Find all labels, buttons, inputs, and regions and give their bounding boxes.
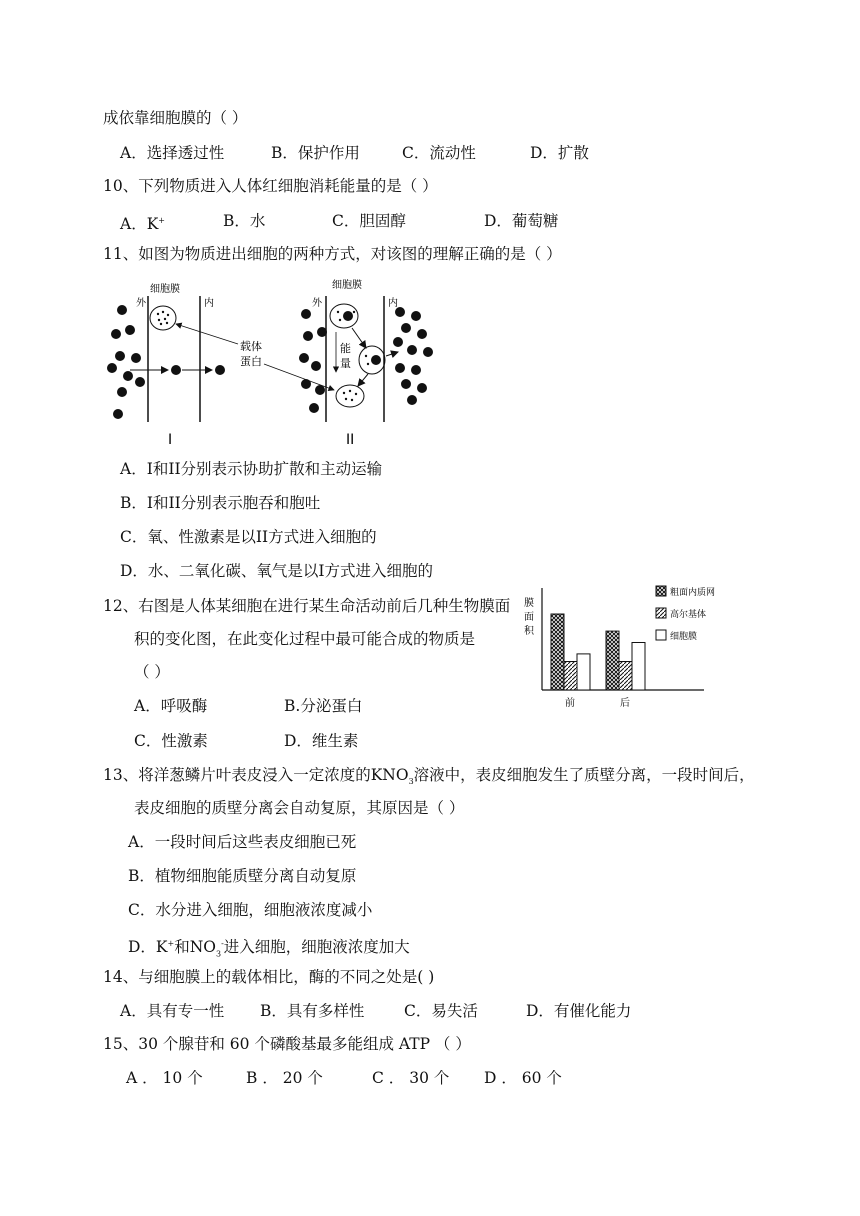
q15-option-d: D ． 60 个 xyxy=(484,1069,562,1087)
fig-out-label-2: 外 xyxy=(312,298,322,309)
chart-ylabel-3: 积 xyxy=(524,626,534,637)
legend-label: 粗面内质网 xyxy=(670,588,716,598)
q15-option-c: C ． 30 个 xyxy=(372,1069,450,1087)
q10-option-b: B．水 xyxy=(223,212,266,230)
q12-option-b: B.分泌蛋白 xyxy=(284,697,363,715)
q12-stem-line1: 12、右图是人体某细胞在进行某生命活动前后几种生物膜面 xyxy=(103,597,511,615)
fig-carrier-label-1: 载体 xyxy=(240,340,262,353)
q14-option-b: B．具有多样性 xyxy=(260,1002,365,1020)
fig-roman-1: I xyxy=(168,432,173,448)
q14-stem: 14、与细胞膜上的载体相比，酶的不同之处是( ) xyxy=(103,968,435,986)
q10-option-d: D．葡萄糖 xyxy=(484,212,559,230)
legend-swatch xyxy=(656,630,666,640)
q15-option-a: A ． 10 个 xyxy=(126,1069,203,1087)
fig-carrier-label-2: 蛋白 xyxy=(240,355,262,368)
q11-option-d: D．水、二氧化碳、氧气是以I方式进入细胞的 xyxy=(120,562,434,580)
q9-option-a: A．选择透过性 xyxy=(120,144,225,162)
fig-energy-label-1: 能 xyxy=(340,342,351,355)
q12-option-c: C．性激素 xyxy=(134,732,208,750)
q15-stem: 15、30 个腺苷和 60 个磷酸基最多能组成 ATP （ ） xyxy=(103,1035,471,1053)
q13-option-d: D．K+和$NO_3^-$进入细胞，细胞液浓度加大 xyxy=(128,938,410,959)
q11-stem: 11、如图为物质进出细胞的两种方式，对该图的理解正确的是（ ） xyxy=(103,245,562,263)
fig-roman-2: II xyxy=(346,432,355,448)
membrane-area-chart xyxy=(520,580,720,710)
q13-option-c: C．水分进入细胞，细胞液浓度减小 xyxy=(128,901,373,919)
chart-ylabel-2: 面 xyxy=(524,612,534,623)
fig-membrane-label-2: 细胞膜 xyxy=(332,280,362,291)
fig-membrane-label-1: 细胞膜 xyxy=(150,284,180,295)
q14-option-d: D．有催化能力 xyxy=(526,1002,632,1020)
q13-stem-line1: 13、将洋葱鳞片叶表皮浸入一定浓度的$KNO_3$溶液中，表皮细胞发生了质壁分离，一段时间后， xyxy=(103,766,755,787)
bar-1-2 xyxy=(632,643,645,691)
q10-stem: 10、下列物质进入人体红细胞消耗能量的是（ ） xyxy=(103,177,438,195)
fig-in-label-1: 内 xyxy=(204,298,214,309)
bar-1-0 xyxy=(606,631,619,690)
fig-energy-label-2: 量 xyxy=(340,357,351,370)
bar-0-0 xyxy=(551,614,564,690)
fig-in-label-2: 内 xyxy=(388,298,398,309)
legend-swatch xyxy=(656,586,666,596)
q10-option-a: A．K+ xyxy=(120,215,165,234)
bar-0-2 xyxy=(577,654,590,690)
q13-option-a: A．一段时间后这些表皮细胞已死 xyxy=(128,833,357,851)
q11-transport-figure xyxy=(100,272,440,452)
q12-option-a: A．呼吸酶 xyxy=(134,697,208,715)
q11-option-b: B．I和II分别表示胞吞和胞吐 xyxy=(120,494,321,512)
q13-option-b: B．植物细胞能质壁分离自动复原 xyxy=(128,867,357,885)
q10-option-c: C．胆固醇 xyxy=(332,212,406,230)
q14-option-c: C．易失活 xyxy=(404,1002,478,1020)
q9-option-d: D．扩散 xyxy=(530,144,589,162)
q9-option-b: B．保护作用 xyxy=(271,144,360,162)
q12-option-d: D．维生素 xyxy=(284,732,359,750)
fig-out-label-1: 外 xyxy=(136,298,146,309)
legend-label: 细胞膜 xyxy=(670,632,698,642)
bar-1-1 xyxy=(619,662,632,691)
q14-option-a: A．具有专一性 xyxy=(120,1002,225,1020)
q15-option-b: B ． 20 个 xyxy=(246,1069,323,1087)
q11-option-c: C．氧、性激素是以II方式进入细胞的 xyxy=(120,528,377,546)
x-tick-label: 前 xyxy=(565,698,575,709)
bar-0-1 xyxy=(564,662,577,691)
q12-stem-line3: （ ） xyxy=(134,663,170,681)
legend-label: 高尔基体 xyxy=(670,610,707,620)
q13-stem-line2: 表皮细胞的质壁分离会自动复原，其原因是（ ） xyxy=(134,799,465,817)
q11-option-a: A．I和II分别表示协助扩散和主动运输 xyxy=(120,460,383,478)
q9-option-c: C．流动性 xyxy=(402,144,476,162)
chart-ylabel-1: 膜 xyxy=(524,598,534,609)
legend-swatch xyxy=(656,608,666,618)
q12-stem-line2: 积的变化图，在此变化过程中最可能合成的物质是 xyxy=(134,630,476,648)
x-tick-label: 后 xyxy=(620,698,630,709)
q9-stem-tail: 成依靠细胞膜的（ ） xyxy=(103,109,248,127)
